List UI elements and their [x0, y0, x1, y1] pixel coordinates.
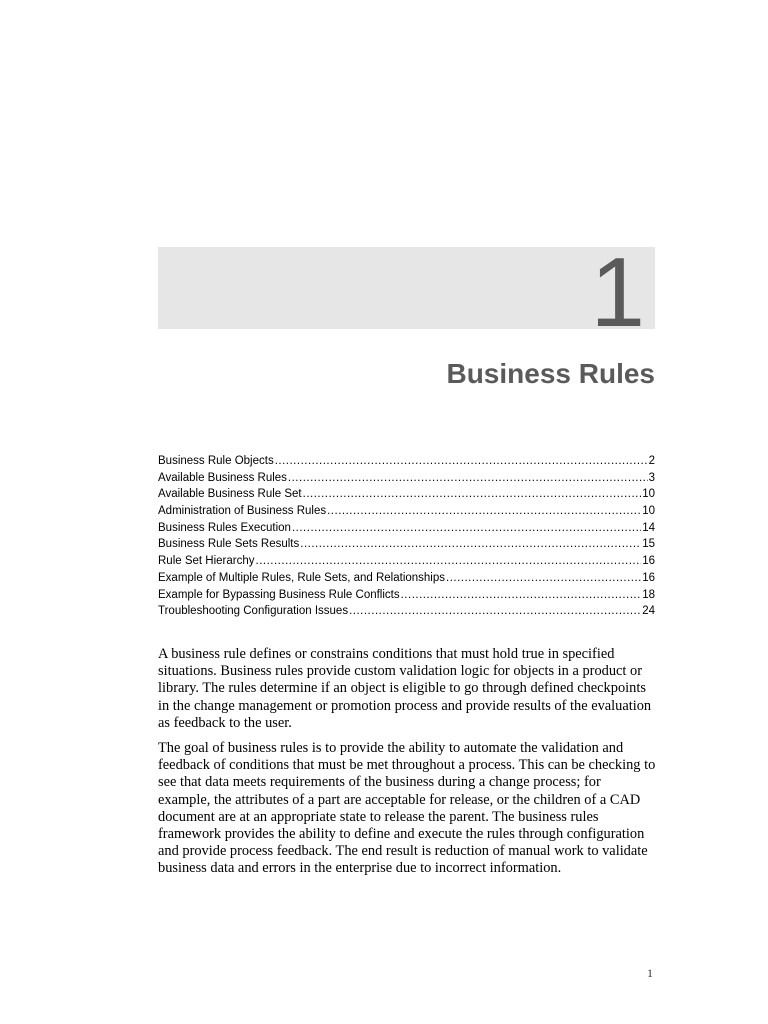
toc-entry-label: Rule Set Hierarchy: [158, 555, 255, 568]
toc-entry-example-for-bypassing-conflicts[interactable]: [158, 587, 655, 604]
toc-entry-business-rule-objects[interactable]: [158, 453, 655, 470]
toc-entry-business-rules-execution[interactable]: [158, 520, 655, 537]
toc-entry-label: Troubleshooting Configuration Issues: [158, 605, 349, 618]
toc-dot-leader: [275, 453, 648, 470]
toc-dot-leader: [327, 503, 641, 520]
toc-dot-leader: [256, 553, 642, 570]
chapter-number: 1: [590, 237, 645, 347]
toc-entry-page: 24: [642, 605, 655, 618]
toc-entry-label: Available Business Rule Set: [158, 488, 302, 501]
table-of-contents: [158, 453, 655, 620]
toc-entry-label: Example for Bypassing Business Rule Conflicts: [158, 588, 400, 601]
toc-entry-page: 18: [642, 588, 655, 601]
body-paragraph: A business rule defines or constrains conditions that must hold true in specified situations. Business rules provide custom validation logic for objects in a product or library. The rules determine if an object is eligible to go through defined checkpoints in the change management or promotion process and provide results of the evaluation as feedback to the user.: [158, 646, 652, 731]
toc-dot-leader: [401, 587, 642, 604]
toc-entry-available-business-rule-set[interactable]: [158, 486, 655, 503]
toc-entry-label: Business Rule Objects: [158, 455, 274, 467]
toc-entry-page: 3: [648, 471, 655, 484]
toc-entry-troubleshooting-configuration-issues[interactable]: [158, 603, 655, 620]
toc-dot-leader: [300, 536, 641, 553]
toc-dot-leader: [446, 570, 641, 587]
page-number: 1: [647, 966, 653, 980]
toc-dot-leader: [349, 603, 641, 620]
toc-entry-page: 16: [642, 571, 655, 584]
toc-entry-business-rule-sets-results[interactable]: [158, 536, 655, 553]
chapter-body: [158, 646, 656, 886]
toc-entry-page: 10: [642, 505, 655, 518]
toc-entry-page: 2: [648, 455, 655, 467]
chapter-banner: [158, 237, 655, 347]
toc-dot-leader: [288, 470, 648, 487]
toc-entry-available-business-rules[interactable]: [158, 470, 655, 487]
toc-entry-label: Example of Multiple Rules, Rule Sets, and Relationships: [158, 571, 446, 584]
toc-entry-label: Business Rule Sets Results: [158, 538, 300, 551]
toc-entry-rule-set-hierarchy[interactable]: [158, 553, 655, 570]
toc-entry-label: Available Business Rules: [158, 471, 287, 484]
toc-entry-label: Administration of Business Rules: [158, 505, 327, 518]
body-paragraph: The goal of business rules is to provide the ability to automate the validation and feedback of conditions that must be met throughout a process. This can be checking to see that data meets requirements of the business during a change process; for example, the attributes of a part are acceptable for release, or the children of a CAD document are at an appropriate state to release the parent. The business rules framework provides the ability to define and execute the rules through configuration and provide process feedback. The end result is reduction of manual work to validate business data and errors in the enterprise due to incorrect information.: [158, 740, 656, 877]
chapter-title: Business Rules: [446, 358, 655, 389]
toc-entry-page: 15: [642, 538, 655, 551]
toc-dot-leader: [292, 520, 641, 537]
toc-entry-label: Business Rules Execution: [158, 521, 291, 534]
toc-entry-page: 10: [642, 488, 655, 501]
toc-entry-administration-of-business-rules[interactable]: [158, 503, 655, 520]
toc-dot-leader: [303, 486, 642, 503]
toc-entry-example-of-multiple-rules[interactable]: [158, 570, 655, 587]
toc-entry-page: 16: [642, 555, 655, 568]
toc-entry-page: 14: [642, 521, 655, 534]
